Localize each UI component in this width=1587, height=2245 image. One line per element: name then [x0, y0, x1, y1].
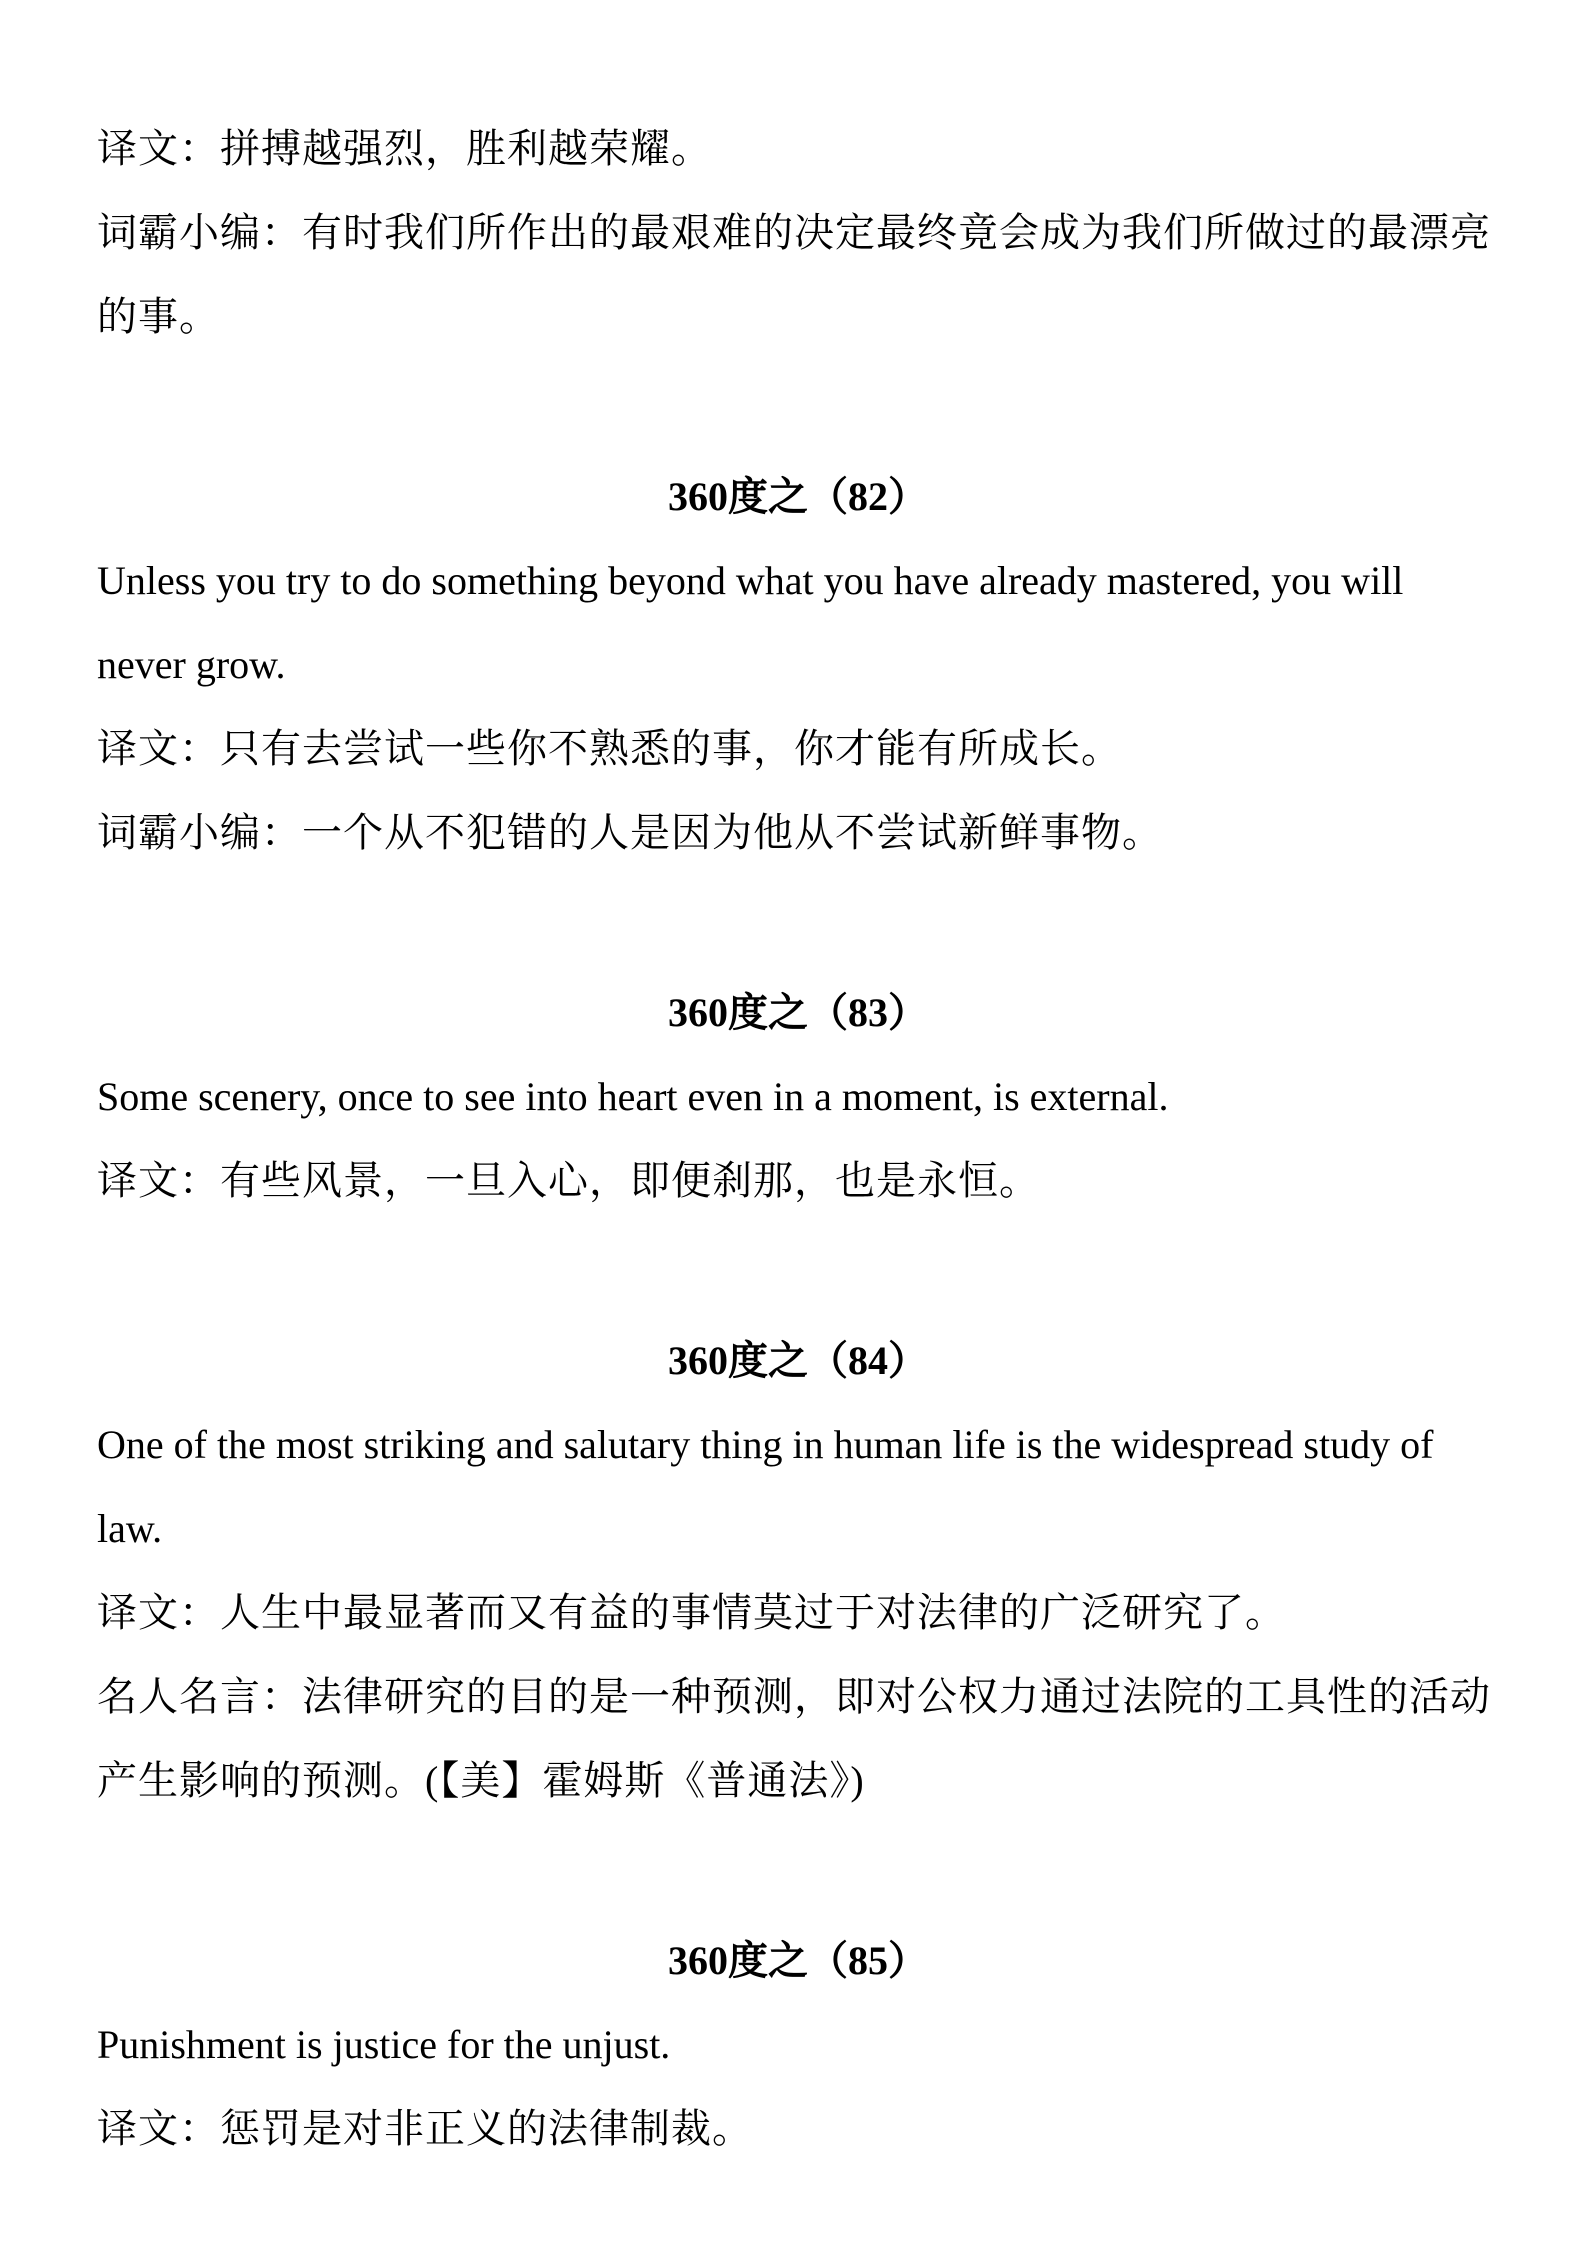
- entry-heading: 360度之（82）: [668, 474, 928, 519]
- entry-english: One of the most striking and salutary thing in human life is the widespread study of law.: [97, 1422, 1434, 1551]
- entry-heading: 360度之（85）: [668, 1938, 928, 1983]
- entry-83: [97, 971, 1499, 1223]
- section-gap: [97, 1823, 1499, 1919]
- entry-85: [97, 1919, 1499, 2171]
- intro-translation: 译文：拼搏越强烈，胜利越荣耀。: [97, 126, 712, 171]
- entry-translation: 译文：人生中最显著而又有益的事情莫过于对法律的广泛研究了。: [97, 1590, 1286, 1635]
- section-gap: [97, 1223, 1499, 1319]
- entry-heading: 360度之（84）: [668, 1338, 928, 1383]
- intro-editor-note: 词霸小编：有时我们所作出的最艰难的决定最终竟会成为我们所做过的最漂亮的事。: [97, 210, 1491, 339]
- entry-82: [97, 455, 1499, 875]
- entry-84: [97, 1319, 1499, 1823]
- entry-translation: 译文：有些风景，一旦入心，即便刹那，也是永恒。: [97, 1158, 1040, 1203]
- section-gap: [97, 359, 1499, 455]
- entry-translation: 译文：只有去尝试一些你不熟悉的事，你才能有所成长。: [97, 726, 1122, 771]
- entry-note: 名人名言：法律研究的目的是一种预测，即对公权力通过法院的工具性的活动产生影响的预测。(【美】霍姆斯《普通法》): [97, 1674, 1491, 1803]
- entry-english: Unless you try to do something beyond what you have already mastered, you will never grow.: [97, 558, 1404, 687]
- document-page: [97, 107, 1499, 2171]
- entry-english: Punishment is justice for the unjust.: [97, 2022, 671, 2067]
- entry-heading: 360度之（83）: [668, 990, 928, 1035]
- entry-english: Some scenery, once to see into heart even in a moment, is external.: [97, 1074, 1169, 1119]
- section-gap: [97, 875, 1499, 971]
- entry-note: 词霸小编：一个从不犯错的人是因为他从不尝试新鲜事物。: [97, 810, 1163, 855]
- entry-translation: 译文：惩罚是对非正义的法律制裁。: [97, 2106, 753, 2151]
